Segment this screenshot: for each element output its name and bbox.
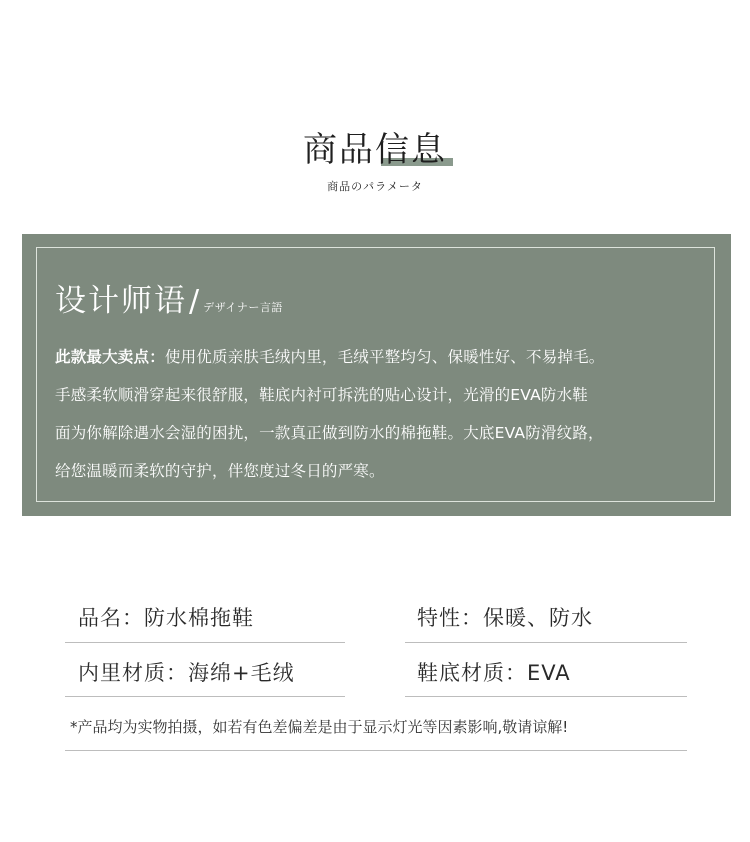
description-line-4: 给您温暖而柔软的守护，伴您度过冬日的严寒。 (55, 462, 385, 480)
designer-title: 设计师语 (55, 283, 187, 319)
selling-point-label: 此款最大卖点： (55, 348, 165, 366)
product-note: *产品均为实物拍摄，如若有色差偏差是由于显示灯光等因素影响,敬请谅解! (70, 718, 569, 736)
spec-lining-material: 内里材质：海绵+毛绒 (78, 661, 295, 685)
designer-description (55, 338, 705, 490)
designer-heading (55, 275, 283, 320)
spec-divider (65, 642, 345, 643)
spec-divider (405, 642, 687, 643)
page-title-text: 商品信息 (303, 130, 447, 170)
designer-slash: / (189, 284, 200, 319)
spec-feature: 特性：保暖、防水 (417, 606, 593, 630)
description-line-3: 面为你解除遇水会湿的困扰，一款真正做到防水的棉拖鞋。大底EVA防滑纹路， (55, 424, 604, 442)
description-line-2: 手感柔软顺滑穿起来很舒服，鞋底内衬可拆洗的贴心设计，光滑的EVA防水鞋 (55, 386, 589, 404)
page-title-wrap (0, 128, 750, 172)
spec-sole-material: 鞋底材质：EVA (417, 661, 571, 685)
spec-product-name: 品名：防水棉拖鞋 (78, 606, 254, 630)
description-line-1: 使用优质亲肤毛绒内里，毛绒平整均匀、保暖性好、不易掉毛。 (164, 348, 605, 366)
page-title (303, 128, 447, 172)
designer-subtitle: デザイナー言語 (203, 301, 283, 314)
spec-divider (65, 696, 345, 697)
note-divider (65, 750, 687, 751)
spec-divider (405, 696, 687, 697)
designer-panel (22, 234, 731, 516)
page-subtitle: 商品のパラメータ (327, 180, 423, 193)
